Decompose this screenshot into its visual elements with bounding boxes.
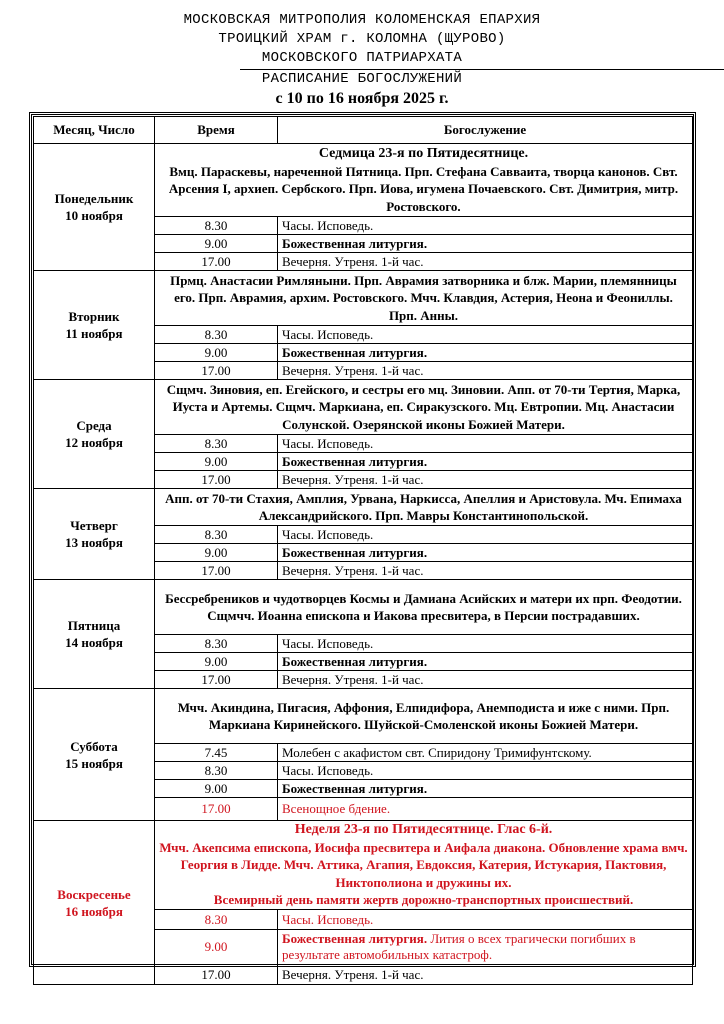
service-name: Часы. Исповедь. (278, 910, 693, 930)
service-time: 17.00 (155, 965, 278, 985)
header-divider (240, 69, 724, 70)
date-label: 13 ноября (65, 535, 123, 550)
weekday-label: Вторник (68, 309, 120, 324)
saints-cell (155, 144, 693, 217)
service-name: Божественная литургия. (278, 544, 693, 562)
table-row (34, 580, 693, 635)
service-time: 8.30 (155, 526, 278, 544)
week-title: Неделя 23-я по Пятидесятнице. Глас 6-й. (294, 822, 553, 838)
service-time: 17.00 (155, 671, 278, 689)
week-title: Седмица 23-я по Пятидесятнице. (318, 146, 529, 161)
service-name: Вечерня. Утреня. 1-й час. (278, 965, 693, 985)
service-name: Часы. Исповедь. (278, 635, 693, 653)
service-time: 9.00 (155, 235, 278, 253)
service-name: Молебен с акафистом свт. Спиридону Тримифунтскому. (278, 744, 693, 762)
service-name: Часы. Исповедь. (278, 526, 693, 544)
saints-cell: Апп. от 70-ти Стахия, Амплия, Урвана, Наркисса, Апеллия и Аристовула. Мч. Епимаха Александрийского. Прп. Мавры Константинопольской. (155, 489, 693, 526)
table-row (34, 380, 693, 435)
schedule-period: с 10 по 16 ноября 2025 г. (275, 90, 449, 107)
service-time: 8.30 (155, 762, 278, 780)
service-name: Часы. Исповедь. (278, 217, 693, 235)
day-cell-monday (34, 144, 155, 271)
schedule-table (33, 116, 693, 985)
service-name: Божественная литургия. (278, 653, 693, 671)
weekday-label: Пятница (67, 618, 121, 633)
service-time: 8.30 (155, 910, 278, 930)
service-time: 7.45 (155, 744, 278, 762)
service-name: Божественная литургия. (278, 235, 693, 253)
service-name: Часы. Исповедь. (278, 762, 693, 780)
date-label: 16 ноября (65, 903, 123, 919)
table-row (34, 144, 693, 217)
date-label: 10 ноября (65, 208, 123, 223)
column-header-service: Богослужение (278, 117, 693, 144)
service-time: 9.00 (155, 544, 278, 562)
service-time: 9.00 (155, 453, 278, 471)
service-name: Всенощное бдение. (278, 798, 693, 821)
day-cell-thursday (34, 489, 155, 580)
table-row (34, 271, 693, 326)
saints-text: Вмц. Параскевы, нареченной Пятница. Прп. Стефана Савваита, творца канонов. Свт. Арсения I, архиеп. Сербского. Прп. Иова, игумена Почаевского. Свт. Димитрия, митр. Ростовского. (168, 163, 679, 214)
service-name: Вечерня. Утреня. 1-й час. (278, 362, 693, 380)
service-name: Вечерня. Утреня. 1-й час. (278, 471, 693, 489)
saints-cell (155, 821, 693, 910)
table-row (34, 489, 693, 526)
service-name: Часы. Исповедь. (278, 326, 693, 344)
header-diocese: МОСКОВСКАЯ МИТРОПОЛИЯ КОЛОМЕНСКАЯ ЕПАРХИЯ (183, 12, 541, 28)
service-time: 17.00 (155, 471, 278, 489)
service-name: Вечерня. Утреня. 1-й час. (278, 253, 693, 271)
table-row (34, 689, 693, 744)
service-time: 17.00 (155, 798, 278, 821)
service-time: 9.00 (155, 780, 278, 798)
service-time: 17.00 (155, 562, 278, 580)
weekday-label: Суббота (70, 738, 118, 754)
saints-text: Мчч. Акепсима епископа, Иосифа пресвитера и Аифала диакона. Обновление храма вмч. Георгия в Лидде. Мчч. Аттика, Агапия, Евдоксия, Катерия, Истукария, Пактовия, Никтополиона и дружины их. (159, 839, 688, 890)
service-name: Божественная литургия. (278, 344, 693, 362)
service-name: Вечерня. Утреня. 1-й час. (278, 671, 693, 689)
service-name: Часы. Исповедь. (278, 435, 693, 453)
service-time: 9.00 (155, 344, 278, 362)
header-patriarchate: МОСКОВСКОГО ПАТРИАРХАТА (261, 50, 463, 66)
weekday-label: Понедельник (54, 191, 134, 206)
date-label: 15 ноября (65, 755, 123, 771)
day-cell-saturday (34, 689, 155, 821)
service-time: 8.30 (155, 217, 278, 235)
header-church: ТРОИЦКИЙ ХРАМ г. КОЛОМНА (ЩУРОВО) (218, 31, 506, 47)
service-time: 9.00 (155, 653, 278, 671)
date-label: 11 ноября (65, 326, 123, 341)
day-cell-sunday (34, 821, 155, 985)
liturgy-label: Божественная литургия. (282, 931, 428, 946)
service-time: 9.00 (155, 930, 278, 965)
service-time: 17.00 (155, 253, 278, 271)
weekday-label: Четверг (70, 518, 118, 533)
service-name: Божественная литургия. (278, 780, 693, 798)
memorial-note: Всемирный день памяти жертв дорожно-транспортных происшествий. (213, 892, 634, 908)
weekday-label: Среда (76, 418, 112, 433)
service-name (278, 930, 693, 965)
service-time: 8.30 (155, 326, 278, 344)
date-label: 12 ноября (65, 435, 123, 450)
saints-cell: Бессребреников и чудотворцев Космы и Дамиана Асийских и матери их прп. Феодотии. Сщмчч. Иоанна епископа и Иакова пресвитера, в Персии пострадавших. (155, 580, 693, 635)
saints-cell: Прмц. Анастасии Римляныни. Прп. Аврамия затворника и блж. Марии, племянницы его. Прп. Аврамия, архим. Ростовского. Мчч. Клавдия, Астерия, Неона и Феониллы. Прп. Анны. (155, 271, 693, 326)
service-name: Вечерня. Утреня. 1-й час. (278, 562, 693, 580)
service-name: Божественная литургия. (278, 453, 693, 471)
day-cell-tuesday (34, 271, 155, 380)
table-header-row (34, 117, 693, 144)
service-time: 17.00 (155, 362, 278, 380)
saints-cell: Сщмч. Зиновия, еп. Егейского, и сестры его мц. Зиновии. Апп. от 70-ти Тертия, Марка, Иуста и Артемы. Сщмч. Маркиана, еп. Сиракузского. Мц. Евтропии. Мц. Анастасии Солунской. Озерянской иконы Божией Матери. (155, 380, 693, 435)
table-row (34, 821, 693, 910)
service-time: 8.30 (155, 435, 278, 453)
saints-cell: Мчч. Акиндина, Пигасия, Аффония, Елпидифора, Анемподиста и иже с ними. Прп. Маркиана Киринейского. Шуйской-Смоленской иконы Божией Матери. (155, 689, 693, 744)
service-time: 8.30 (155, 635, 278, 653)
weekday-label: Воскресенье (57, 886, 131, 902)
litiya-note: Лития о всех трагически погибших в результате автомобильных катастроф. (282, 931, 636, 962)
column-header-day: Месяц, Число (34, 117, 155, 144)
column-header-time: Время (155, 117, 278, 144)
day-cell-wednesday (34, 380, 155, 489)
schedule-heading: РАСПИСАНИЕ БОГОСЛУЖЕНИЙ (261, 71, 463, 87)
day-cell-friday (34, 580, 155, 689)
date-label: 14 ноября (65, 635, 123, 650)
